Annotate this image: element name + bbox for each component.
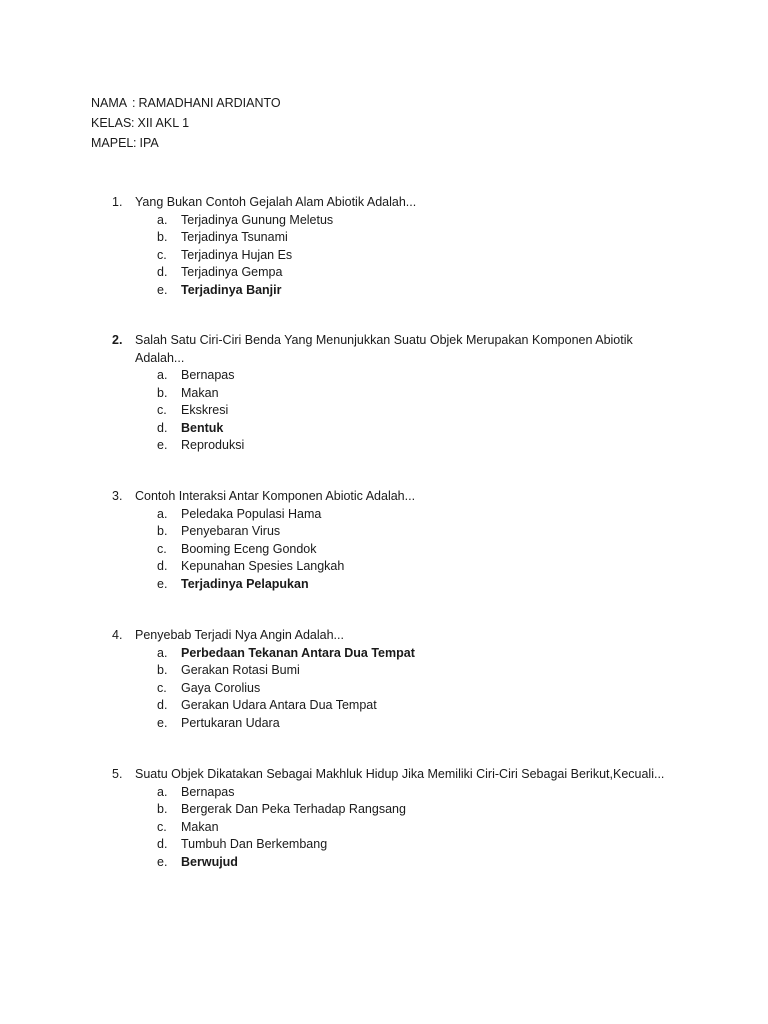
question-text: Penyebab Terjadi Nya Angin Adalah... bbox=[135, 628, 344, 642]
option-e bbox=[157, 854, 712, 872]
option-letter: b. bbox=[157, 524, 168, 538]
name-row bbox=[91, 93, 281, 113]
option-letter: b. bbox=[157, 802, 168, 816]
option-a bbox=[157, 212, 672, 230]
question-4 bbox=[112, 627, 672, 732]
option-text: Terjadinya Pelapukan bbox=[181, 576, 309, 591]
question-number: 5. bbox=[112, 767, 123, 781]
option-e bbox=[157, 576, 672, 594]
class-label: KELAS bbox=[91, 116, 132, 130]
subject-row bbox=[91, 133, 281, 153]
option-letter: c. bbox=[157, 541, 167, 556]
option-e bbox=[157, 437, 672, 455]
option-text: Peledaka Populasi Hama bbox=[181, 506, 322, 521]
question-number: 3. bbox=[112, 489, 123, 503]
option-letter: a. bbox=[157, 368, 168, 382]
class-separator: : bbox=[131, 116, 135, 130]
option-text: Gerakan Rotasi Bumi bbox=[181, 663, 300, 677]
option-letter: c. bbox=[157, 247, 167, 262]
question-text: Contoh Interaksi Antar Komponen Abiotic Adalah... bbox=[135, 489, 416, 503]
question-text: Suatu Objek Dikatakan Sebagai Makhluk Hidup Jika Memiliki Ciri-Ciri Sebagai Berikut,Kecuali... bbox=[135, 767, 665, 781]
option-text: Terjadinya Gunung Meletus bbox=[181, 212, 334, 227]
option-e bbox=[157, 282, 672, 300]
option-text: Booming Eceng Gondok bbox=[181, 541, 317, 556]
option-e bbox=[157, 715, 672, 733]
option-text: Bernapas bbox=[181, 368, 235, 382]
class-value: XII AKL 1 bbox=[137, 116, 190, 130]
option-letter: d. bbox=[157, 837, 168, 851]
option-letter: e. bbox=[157, 438, 168, 452]
option-letter: c. bbox=[157, 680, 167, 695]
subject-separator: : bbox=[133, 136, 137, 150]
option-text: Ekskresi bbox=[181, 403, 229, 417]
option-text: Makan bbox=[181, 819, 219, 834]
option-letter: d. bbox=[157, 265, 168, 279]
option-letter: e. bbox=[157, 282, 168, 297]
option-c bbox=[157, 247, 672, 265]
option-text: Bernapas bbox=[181, 784, 235, 799]
option-text: Reproduksi bbox=[181, 438, 245, 452]
option-letter: a. bbox=[157, 212, 168, 227]
option-letter: c. bbox=[157, 403, 167, 417]
option-text: Gaya Corolius bbox=[181, 680, 261, 695]
option-d bbox=[157, 836, 712, 854]
subject-value: IPA bbox=[139, 136, 159, 150]
option-text: Terjadinya Tsunami bbox=[181, 230, 288, 244]
option-letter: d. bbox=[157, 559, 168, 573]
option-b bbox=[157, 385, 672, 403]
name-separator: : bbox=[132, 96, 136, 110]
option-letter: b. bbox=[157, 385, 168, 400]
option-a bbox=[157, 367, 672, 385]
option-list bbox=[157, 784, 712, 872]
option-text: Tumbuh Dan Berkembang bbox=[181, 837, 328, 851]
question-1 bbox=[112, 194, 672, 299]
option-letter: d. bbox=[157, 698, 168, 712]
option-text: Bentuk bbox=[181, 420, 224, 435]
question-number: 1. bbox=[112, 195, 123, 209]
option-b bbox=[157, 523, 672, 541]
question-5 bbox=[112, 766, 712, 871]
option-b bbox=[157, 662, 672, 680]
option-list bbox=[157, 645, 672, 733]
option-c bbox=[157, 819, 712, 837]
option-text: Makan bbox=[181, 385, 219, 400]
option-text: Berwujud bbox=[181, 854, 238, 869]
option-letter: e. bbox=[157, 854, 168, 869]
question-number: 2. bbox=[112, 333, 123, 347]
question-3 bbox=[112, 488, 672, 593]
option-c bbox=[157, 402, 672, 420]
option-a bbox=[157, 506, 672, 524]
option-d bbox=[157, 264, 672, 282]
question-number: 4. bbox=[112, 628, 123, 642]
option-text: Kepunahan Spesies Langkah bbox=[181, 559, 345, 573]
option-letter: d. bbox=[157, 420, 168, 435]
option-b bbox=[157, 229, 672, 247]
option-letter: a. bbox=[157, 645, 168, 660]
option-text: Terjadinya Gempa bbox=[181, 265, 283, 279]
option-d bbox=[157, 420, 672, 438]
option-text: Terjadinya Hujan Es bbox=[181, 247, 293, 262]
option-text: Perbedaan Tekanan Antara Dua Tempat bbox=[181, 645, 415, 660]
question-2 bbox=[112, 332, 672, 455]
name-label: NAMA bbox=[91, 96, 128, 110]
option-letter: e. bbox=[157, 576, 168, 591]
option-text: Gerakan Udara Antara Dua Tempat bbox=[181, 698, 377, 712]
option-list bbox=[157, 367, 672, 455]
student-header bbox=[91, 93, 281, 153]
option-letter: b. bbox=[157, 663, 168, 677]
option-a bbox=[157, 784, 712, 802]
option-list bbox=[157, 506, 672, 594]
name-value: RAMADHANI ARDIANTO bbox=[138, 96, 281, 110]
option-letter: a. bbox=[157, 506, 168, 521]
option-letter: c. bbox=[157, 819, 167, 834]
option-text: Terjadinya Banjir bbox=[181, 282, 282, 297]
class-row bbox=[91, 113, 281, 133]
option-text: Penyebaran Virus bbox=[181, 524, 281, 538]
option-d bbox=[157, 558, 672, 576]
option-b bbox=[157, 801, 712, 819]
option-letter: b. bbox=[157, 230, 168, 244]
option-c bbox=[157, 541, 672, 559]
option-c bbox=[157, 680, 672, 698]
option-letter: e. bbox=[157, 715, 168, 730]
question-text: Salah Satu Ciri-Ciri Benda Yang Menunjukkan Suatu Objek Merupakan Komponen Abiotik Adalah... bbox=[135, 333, 633, 365]
question-text: Yang Bukan Contoh Gejalah Alam Abiotik Adalah... bbox=[135, 195, 417, 209]
option-d bbox=[157, 697, 672, 715]
option-text: Bergerak Dan Peka Terhadap Rangsang bbox=[181, 802, 406, 816]
option-letter: a. bbox=[157, 784, 168, 799]
option-a bbox=[157, 645, 672, 663]
subject-label: MAPEL bbox=[91, 136, 134, 150]
option-text: Pertukaran Udara bbox=[181, 715, 280, 730]
option-list bbox=[157, 212, 672, 300]
